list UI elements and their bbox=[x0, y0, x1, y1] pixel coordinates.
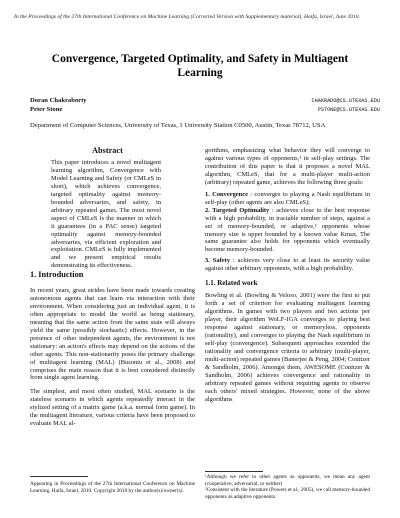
goal-label: 3. Safety bbox=[205, 257, 230, 265]
goal-text: : achieves close to the best response with a high probability, in tractable number of steps, against a set of memory-bounded, or adaptive,² opponents whose memory size is upper bounded by a known value Kmax. The same guarantee also holds for opponents which eventually become memory-bounded. bbox=[205, 206, 371, 254]
goal-item bbox=[205, 191, 370, 207]
subsection-heading-related-work: 1.1. Related work bbox=[205, 279, 258, 288]
footnote: ²Consistent with the literature (Powers et al., 2005), we call memory-bounded opponents as adaptive opponents. bbox=[205, 487, 371, 500]
abstract-heading: Abstract bbox=[92, 146, 123, 155]
author-name: Doran Chakraborty bbox=[30, 97, 87, 104]
footnote-rule bbox=[205, 471, 263, 472]
intro-paragraph: The simplest, and most often studied, MAL scenario is the stateless scenario in which agents repeatedly interact in the stylized setting of a matrix game (a.k.a. normal form game). In the multiagent literature, various criteria have been proposed to evaluate MAL al- bbox=[30, 388, 195, 428]
related-work-text: Bowling et al. (Bowling & Veloso, 2001) were the first to put forth a set of criterion for evaluating multiagent learning algorithms. In games with two players and two actions per player, their algorithm WoLF-IGA converges to playing best response against stationary, or memoryless, opponents (rationality), and converges to playing the Nash equilibrium in self-play (convergence). Subsequent approaches extended the rationality and convergence criteria to arbitrary (multi-player, multi-action) repeated games (Banerjee & Peng, 2004; Conitzer & Sandholm, 2006). Amongst them, AWESOME (Conitzer & Sandholm, 2006) achieves convergence and rationality in arbitrary repeated games without requiring agents to observe each others' mixed strategies. However, none of the above algorithms bbox=[205, 292, 370, 403]
affiliation: Department of Computer Sciences, University of Texas, 1 University Station C0500, Austin, Texas 78712, USA bbox=[30, 122, 326, 129]
goal-text: : converges to playing a Nash equilibrium in self-play (other agents are also CMLeS); bbox=[205, 190, 370, 206]
goal-item bbox=[205, 207, 370, 255]
footnotes-right bbox=[205, 474, 370, 500]
right-paragraph: gorithms, emphasizing what behavior they will converge to against various types of opponents,¹ in self-play settings. The contribution of this paper is that it proposes a novel MAL algorithm, CMLeS, that for a multi-player multi-action (arbitrary) repeated game, achieves the following three goals: bbox=[205, 147, 370, 186]
goal-text: : achieves very close to at least its security value against other arbitrary opponents, with a high probability. bbox=[205, 257, 370, 273]
section-heading-introduction: 1. Introduction bbox=[30, 270, 84, 279]
author-email: CHAKRADO@CS.UTEXAS.EDU bbox=[311, 98, 380, 104]
author-name: Peter Stone bbox=[30, 106, 63, 113]
abstract-text: This paper introduces a novel multiagent learning algorithm, Convergence with Model Learning and Safety (or CMLeS in short), which achieves convergence, targeted optimality against memory-bounded adversaries, and safety, in arbitrary repeated games. The most novel aspect of CMLeS is the manner in which it guarantees (in a PAC sense) targeted optimality against memory-bounded adversaries, via efficient exploration and exploitation. CMLeS is fully implemented and we present empirical results demonstrating its effectiveness. bbox=[51, 159, 161, 270]
goal-label: 1. Convergence bbox=[205, 190, 248, 198]
footnote-rule bbox=[30, 476, 88, 477]
footnote: ¹Although we refer to other agents as opponents, we mean any agent (cooperative, adversarial, or neither) bbox=[205, 474, 370, 487]
proceedings-note: In the Proceedings of the 27th International Conference on Machine Learning (Corrected Version with Supplementary material), Haifa, Israel, June 2010. bbox=[14, 14, 360, 20]
paper-title: Convergence, Targeted Optimality, and Safety in Multiagent Learning bbox=[51, 53, 349, 79]
copyright-footnote: Appearing in Proceedings of the 27th International Conference on Machine Learning, Haifa, Israel, 2010. Copyright 2010 by the author(s)/owner(s). bbox=[30, 481, 195, 494]
author-email: PSTONE@CS.UTEXAS.EDU bbox=[317, 107, 380, 113]
goal-item bbox=[205, 257, 370, 273]
intro-paragraph: In recent years, great strides have been made towards creating autonomous agents that can learn via interaction with their environment. When considering just an individual agent, it is often appropriate to model the world as being stationary, meaning that the same action from the same state will always yield the same (possibly stochastic) effects. However, in the presence of other independent agents, the environment is not stationary: an action's effects may depend on the actions of the other agents. This non-stationarity poses the primary challenge of multiagent learning (MAL) (Busoniu et al., 2008) and comprises the main reason that it is best considered distinctly from single agent learning. bbox=[30, 287, 195, 382]
goal-label: 2. Targeted Optimality bbox=[205, 206, 270, 214]
